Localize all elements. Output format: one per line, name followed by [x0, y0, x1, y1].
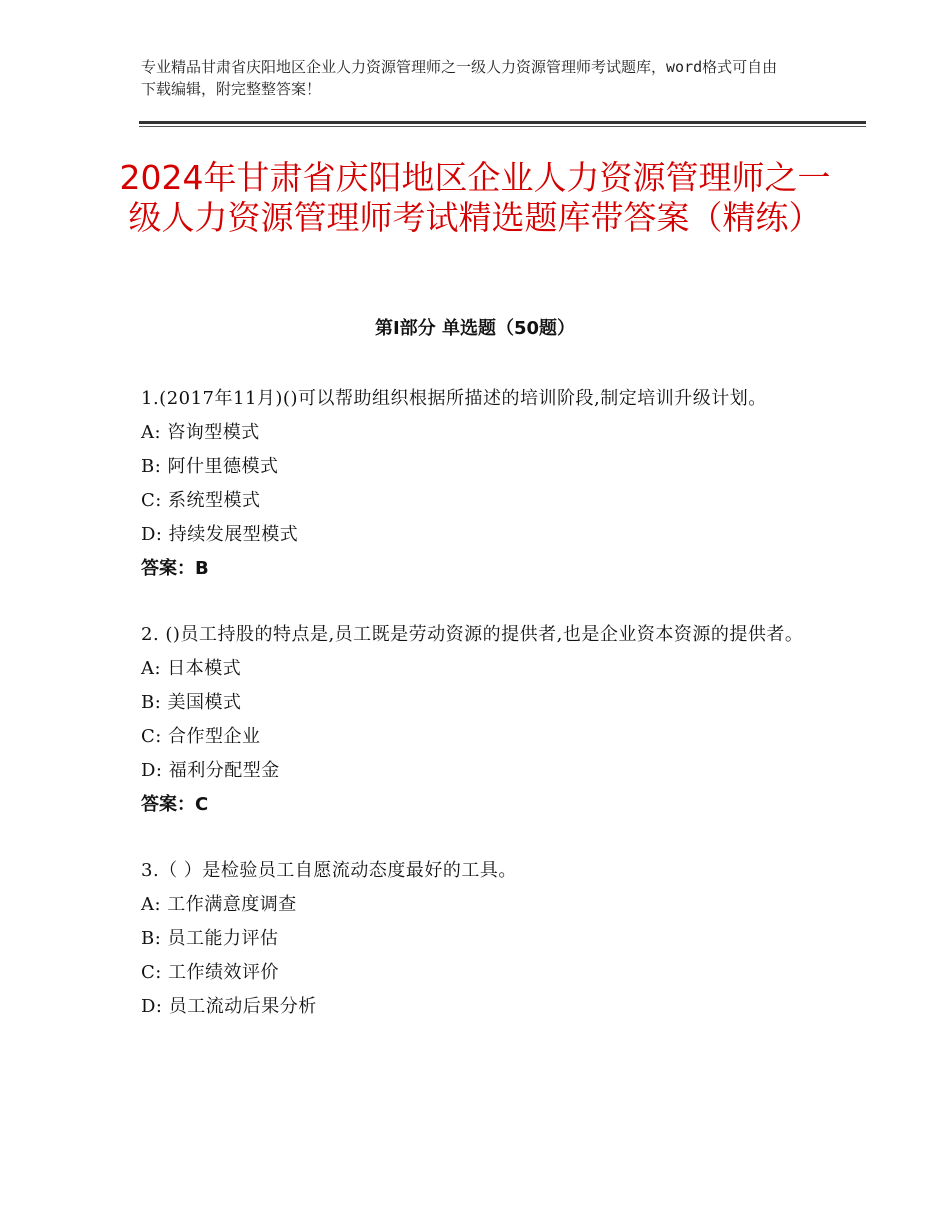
section-heading: 第Ⅰ部分 单选题（50题）: [374, 318, 575, 339]
option-a: A: 工作满意度调查: [141, 894, 297, 915]
option-c: C: 合作型企业: [141, 726, 261, 747]
question-stem: 1.(2017年11月)()可以帮助组织根据所描述的培训阶段,制定培训升级计划。: [141, 388, 767, 409]
option-b: B: 阿什里德模式: [141, 456, 279, 477]
question-3: [141, 854, 821, 1024]
question-2: [141, 618, 821, 822]
document-title: 2024年甘肃省庆阳地区企业人力资源管理师之一级人力资源管理师考试精选题库带答案（精练）: [119, 158, 831, 237]
option-d: D: 福利分配型金: [141, 760, 280, 781]
header-divider-thick: [139, 121, 866, 124]
question-list: [141, 382, 821, 1056]
question-stem: 2. ()员工持股的特点是,员工既是劳动资源的提供者,也是企业资本资源的提供者。: [141, 624, 804, 645]
question-1: [141, 382, 821, 586]
header-note: 专业精品甘肃省庆阳地区企业人力资源管理师之一级人力资源管理师考试题库，word格式可自由下载编辑，附完整整答案！: [141, 58, 778, 98]
answer-label: 答案：C: [141, 794, 209, 815]
option-b: B: 美国模式: [141, 692, 242, 713]
option-d: D: 员工流动后果分析: [141, 996, 317, 1017]
option-a: A: 咨询型模式: [141, 422, 260, 443]
header-divider-thin: [139, 126, 866, 127]
question-stem: 3.（ ）是检验员工自愿流动态度最好的工具。: [141, 860, 517, 881]
option-c: C: 工作绩效评价: [141, 962, 280, 983]
option-d: D: 持续发展型模式: [141, 524, 299, 545]
option-c: C: 系统型模式: [141, 490, 261, 511]
option-b: B: 员工能力评估: [141, 928, 279, 949]
answer-label: 答案：B: [141, 558, 209, 579]
option-a: A: 日本模式: [141, 658, 242, 679]
